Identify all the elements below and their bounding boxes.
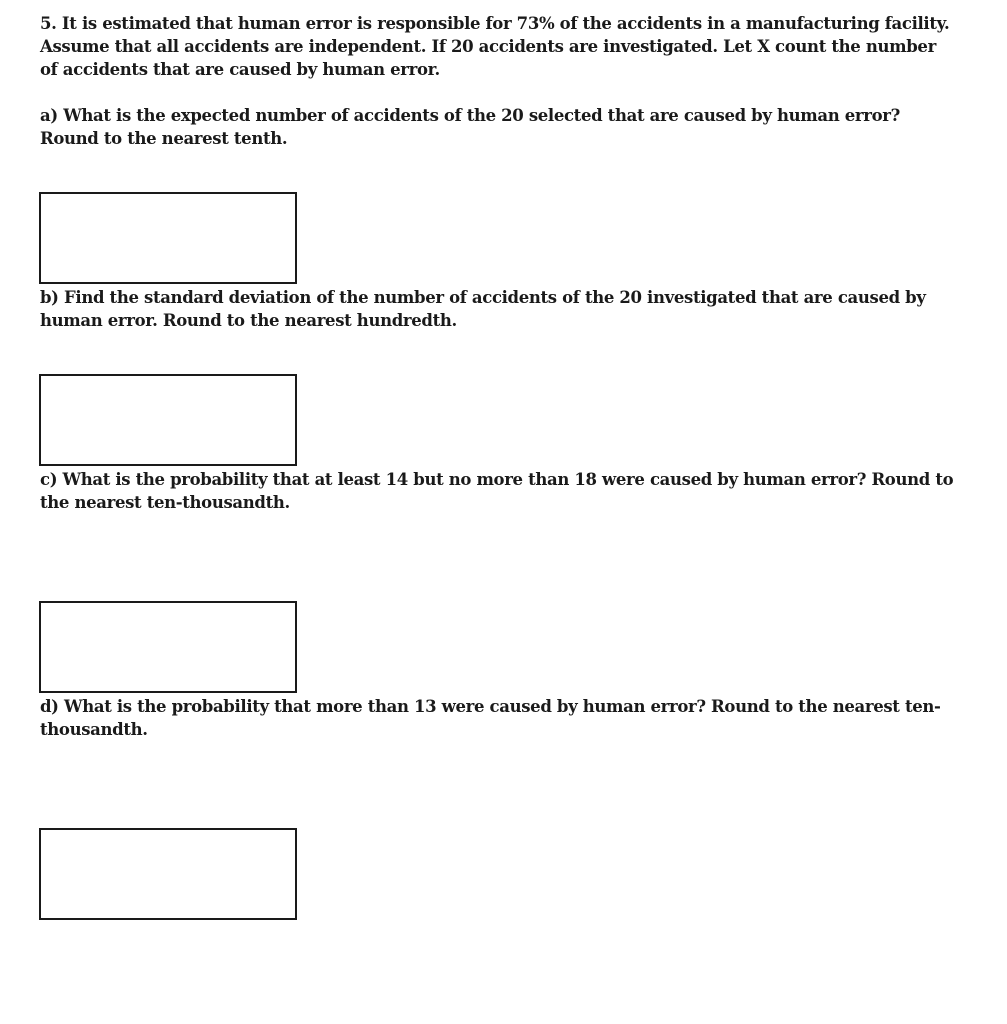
question-d-line-1: d) What is the probability that more than 13 were caused by human error? Round to the nearest ten- xyxy=(40,697,941,716)
answer-box-d[interactable] xyxy=(39,828,297,920)
answer-box-a[interactable] xyxy=(39,192,297,284)
answer-box-c[interactable] xyxy=(39,601,297,693)
problem-line-1: 5. It is estimated that human error is responsible for 73% of the accidents in a manufacturing facility. xyxy=(40,14,950,33)
question-c-line-1: c) What is the probability that at least 14 but no more than 18 were caused by human error? Round to xyxy=(40,470,954,489)
question-b-line-2: human error. Round to the nearest hundredth. xyxy=(40,311,457,330)
question-c xyxy=(40,468,953,514)
question-d xyxy=(40,695,941,741)
question-b-line-1: b) Find the standard deviation of the number of accidents of the 20 investigated that are caused by xyxy=(40,288,926,307)
question-a-line-1: a) What is the expected number of accidents of the 20 selected that are caused by human error? xyxy=(40,106,900,125)
question-b xyxy=(40,286,926,332)
problem-statement xyxy=(40,12,949,81)
question-c-line-2: the nearest ten-thousandth. xyxy=(40,493,290,512)
problem-line-3: of accidents that are caused by human error. xyxy=(40,60,440,79)
answer-box-b[interactable] xyxy=(39,374,297,466)
question-a-line-2: Round to the nearest tenth. xyxy=(40,129,288,148)
question-a xyxy=(40,104,900,150)
problem-line-2: Assume that all accidents are independent. If 20 accidents are investigated. Let X count the number xyxy=(40,37,936,56)
question-d-line-2: thousandth. xyxy=(40,720,148,739)
